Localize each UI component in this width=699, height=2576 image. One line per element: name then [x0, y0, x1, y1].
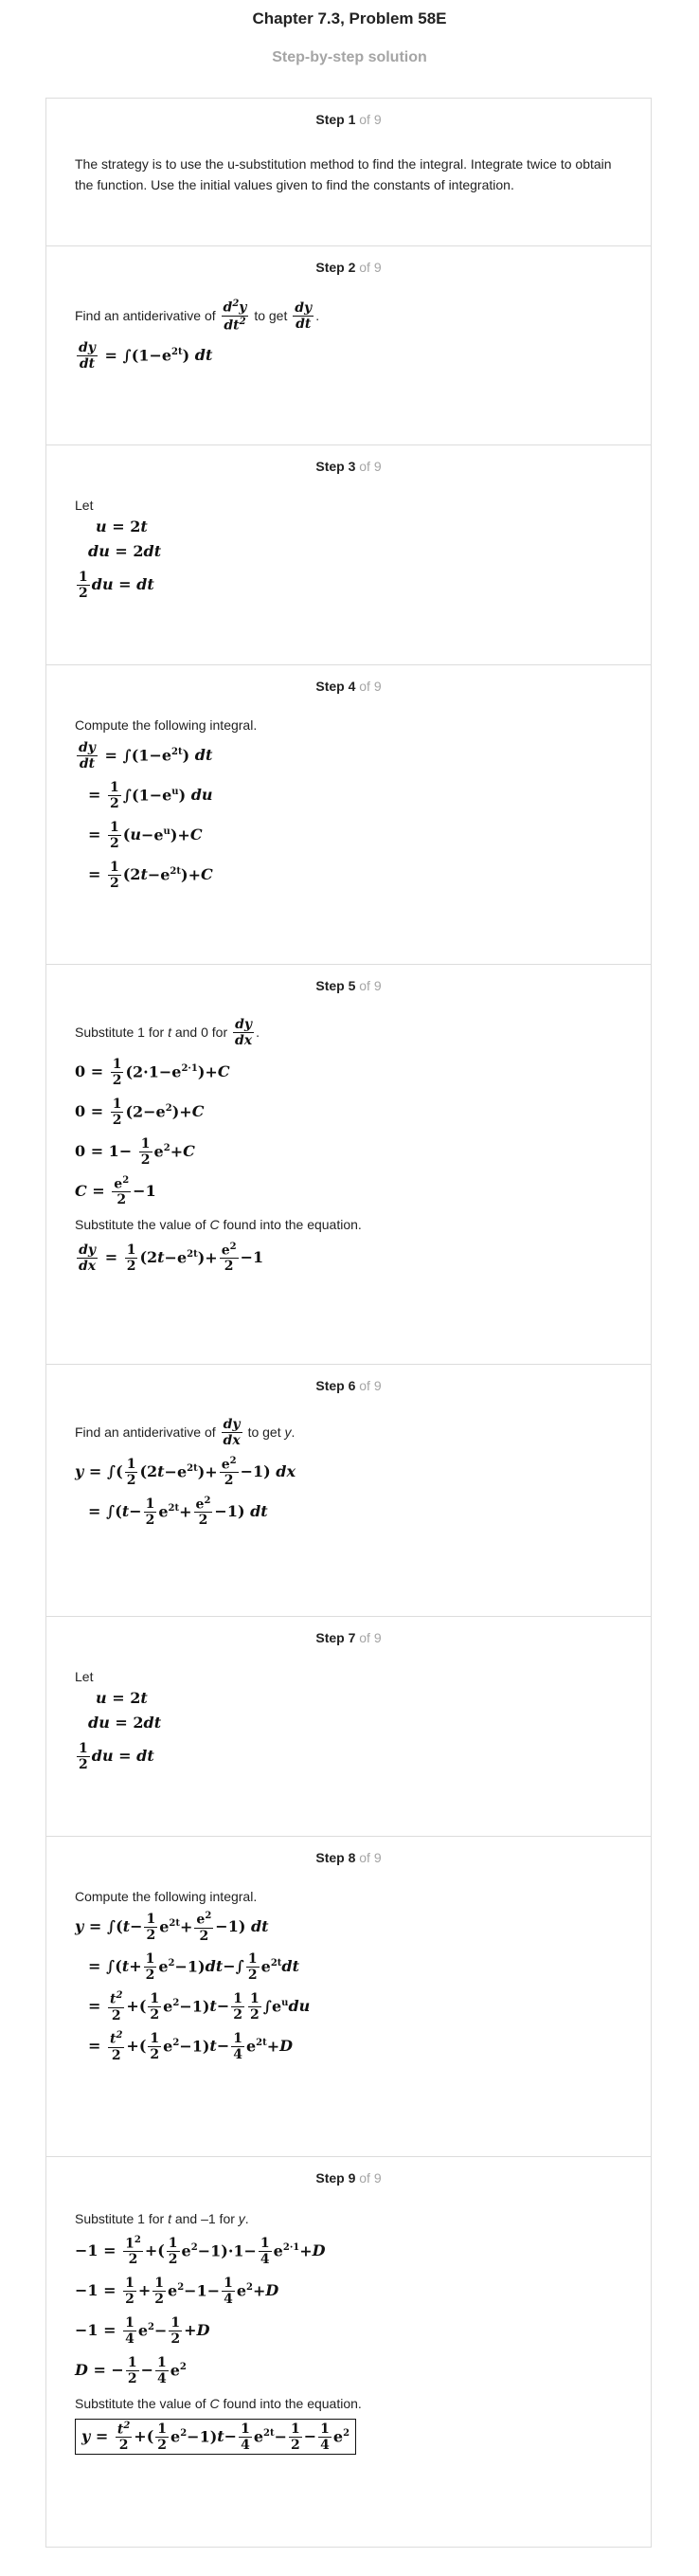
step-count: of 9	[359, 1630, 382, 1645]
step-5	[46, 965, 651, 1365]
step-7	[46, 1617, 651, 1837]
equation: $\frac{dy}{dx}$ = $\frac{1}{2}$ (2 t $-e^{2t})+$ $\frac{e^2}{2}$ −1	[79, 1241, 264, 1275]
step-text: and –1 for	[174, 2210, 235, 2226]
step-count: of 9	[359, 978, 382, 993]
step-count: of 9	[359, 1850, 382, 1865]
equation: u = 2 t	[96, 1689, 148, 1708]
step-count: of 9	[359, 260, 382, 275]
step-label: Step 8	[315, 1850, 356, 1865]
equation: −1 = $\frac{1}{4}$ $e^2-$ $\frac{1}{2}$ + D	[75, 2314, 210, 2347]
equation: y = ∫( $\frac{1}{2}$ (2 t $-e^{2t})+$ $\frac{e^2}{2}$ −1) dx	[75, 1455, 296, 1489]
step-text: Let	[75, 1669, 94, 1684]
step-count: of 9	[359, 459, 382, 474]
step-6	[46, 1365, 651, 1617]
variable: t	[168, 2210, 171, 2226]
step-9	[46, 2157, 651, 2547]
step-text: Substitute 1 for	[75, 2210, 165, 2226]
step-label: Step 2	[315, 260, 356, 275]
step-label: Step 4	[315, 679, 356, 694]
equation: $\frac{dy}{dt}$ = $\int(1-e^{2t})$ dt	[79, 339, 213, 372]
equation: 0 = 1− $\frac{1}{2}$ $e^2+$ C	[75, 1135, 195, 1168]
step-text: Compute the following integral.	[75, 717, 258, 733]
step-3	[46, 445, 651, 665]
equation: $\frac{1}{2}$ du = dt	[79, 569, 154, 601]
equation: y = ∫( t − $\frac{1}{2}$ $e^{2t}+$ $\frac{e^2}{2}$ −1) dt	[75, 1911, 269, 1944]
step-header	[46, 112, 651, 127]
equation: = ∫( t + $\frac{1}{2}$ $e^2-1$) dt −∫ $\frac{1}{2}$ $e^{2t}$ dt	[88, 1950, 299, 1983]
step-label: Step 1	[315, 112, 356, 127]
equation: du = 2 dt	[88, 542, 162, 561]
equation: = ∫( t − $\frac{1}{2}$ $e^{2t}+$ $\frac{e^2}{2}$ −1) dt	[88, 1495, 268, 1529]
equation: = $\frac{1}{2}$ ( u $-e^u)+$ C	[88, 819, 203, 851]
step-label: Step 9	[315, 2170, 356, 2186]
step-2	[46, 246, 651, 445]
equation: −1 = $\frac{1^2}{2}$ +( $\frac{1}{2}$ $e^2-1)\cdot 1-$ $\frac{1}{4}$ $e^{2\cdot 1}+$ D	[75, 2234, 326, 2268]
step-text: Compute the following integral.	[75, 1889, 258, 1904]
step-count: of 9	[359, 2170, 382, 2186]
equation: $\frac{dy}{dt}$ = $\int(1-e^{2t})$ dt	[79, 739, 213, 771]
step-text: Find an antiderivative of	[75, 307, 216, 323]
equation: D = − $\frac{1}{2}$ − $\frac{1}{4}$ $e^2$	[75, 2354, 187, 2386]
step-label: Step 5	[315, 978, 356, 993]
variable: y	[284, 1424, 292, 1440]
final-answer: y = $\frac{t^2}{2}$ +( $\frac{1}{2}$ $e^2-1$) t − $\frac{1}{4}$ $e^{2t}-$ $\frac{1}{2}$ − $\frac{1}{4}$ $e^2$	[75, 2417, 622, 2457]
equation: = $\frac{1}{2}$ $\int(1-e^u)$ du	[88, 779, 213, 811]
step-text-line: Substitute 1 for t and –1 for y .	[75, 2206, 622, 2231]
step-label: Step 3	[315, 459, 356, 474]
step-text: Substitute 1 for	[75, 1024, 165, 1040]
variable: y	[238, 2210, 245, 2226]
equation: = $\frac{t^2}{2}$ +( $\frac{1}{2}$ $e^2-1$) t − $\frac{1}{2}$ $\frac{1}{2}$ $\int e^u$ du	[88, 1990, 311, 2023]
step-label: Step 7	[315, 1630, 356, 1645]
step-8	[46, 1837, 651, 2157]
equation: −1 = $\frac{1}{2}$ + $\frac{1}{2}$ $e^2-1-$ $\frac{1}{4}$ $e^2+$ D	[75, 2275, 279, 2307]
step-text: found into the equation.	[223, 1216, 362, 1232]
equation: 0 = $\frac{1}{2}$ $(2\cdot 1-e^{2\cdot 1})+$ C	[75, 1056, 230, 1088]
step-count: of 9	[359, 1378, 382, 1393]
step-text: found into the equation.	[223, 2395, 362, 2411]
step-text: to get	[247, 1424, 281, 1440]
equation: $\frac{1}{2}$ du = dt	[79, 1740, 154, 1772]
step-text: The strategy is to use the u-substitution method to find the integral. Integrate twice to obtain the function. Use the initial values given to find the constants of integration.	[75, 156, 612, 193]
variable: C	[209, 2395, 220, 2411]
equation: du = 2 dt	[88, 1714, 162, 1732]
step-text-line	[75, 1211, 622, 1238]
step-count: of 9	[359, 679, 382, 694]
variable: C	[209, 1216, 220, 1232]
step-text-line	[75, 2390, 622, 2417]
step-text: Substitute the value of	[75, 1216, 206, 1232]
step-text: Substitute the value of	[75, 2395, 206, 2411]
step-text: Let	[75, 498, 94, 513]
step-text-line: Substitute 1 for t and 0 for $\frac{dy}{dx}$ .	[75, 1016, 260, 1048]
equation: = $\frac{t^2}{2}$ +( $\frac{1}{2}$ $e^2-1$) t − $\frac{1}{4}$ $e^{2t}+$ D	[88, 2030, 294, 2063]
step-1	[46, 99, 651, 246]
page-subtitle: Step-by-step solution	[272, 49, 427, 65]
step-text-line: Find an antiderivative of $\frac{dy}{dx}$ to get y .	[75, 1416, 296, 1448]
step-label: Step 6	[315, 1378, 356, 1393]
step-4	[46, 665, 651, 965]
step-text-line: Find an antiderivative of $\frac{d^2y}{dt^2}$ to get $\frac{dy}{dt}$ .	[75, 298, 320, 334]
equation: 0 = $\frac{1}{2}$ $(2-e^2)+$ C	[75, 1096, 205, 1128]
equation: u = 2 t	[96, 517, 148, 536]
step-count: of 9	[359, 112, 382, 127]
equation: = $\frac{1}{2}$ (2 t $-e^{2t})+$ C	[88, 859, 213, 891]
solution-container	[45, 98, 652, 2548]
step-text: and 0 for	[174, 1024, 228, 1040]
step-text: Find an antiderivative of	[75, 1424, 216, 1440]
equation: C = $\frac{e^2}{2}$ −1	[75, 1174, 156, 1208]
page-title: Chapter 7.3, Problem 58E	[252, 9, 447, 27]
step-text: to get	[254, 307, 288, 323]
variable: t	[168, 1024, 171, 1040]
